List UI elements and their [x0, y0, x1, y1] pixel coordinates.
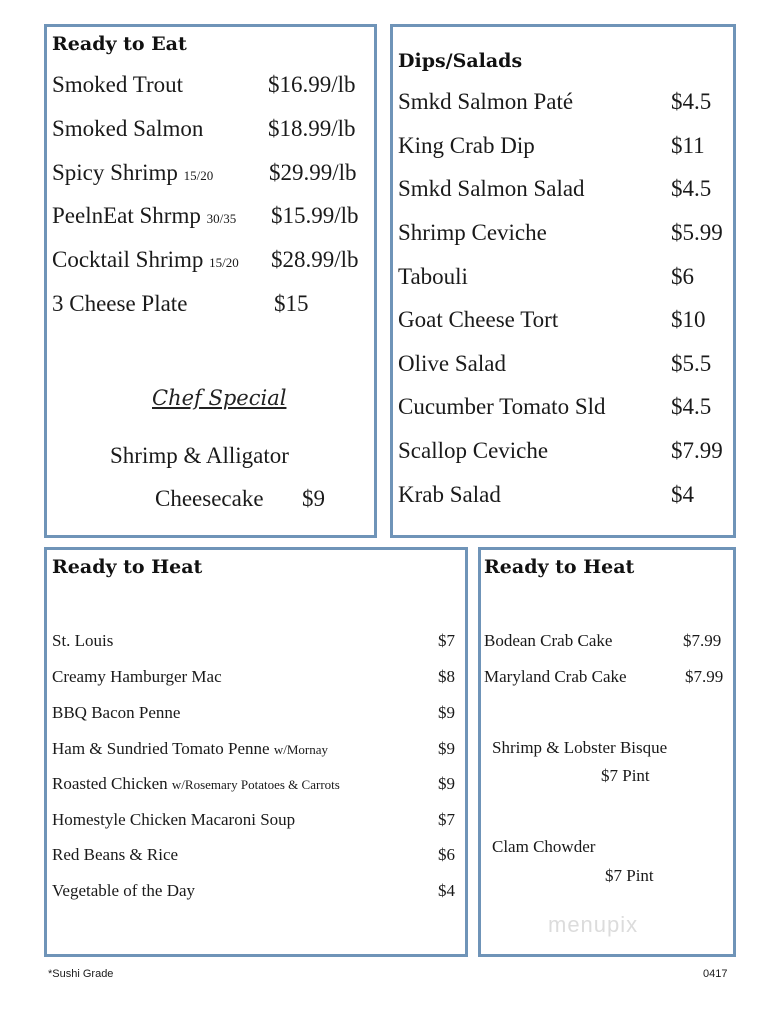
chef-special-line2: Cheesecake — [155, 486, 264, 511]
menu-item-price: $4 — [438, 881, 455, 900]
menu-item-price: $7.99 — [683, 631, 722, 650]
item-size-note: 30/35 — [206, 211, 237, 226]
menu-item-name: Homestyle Chicken Macaroni Soup — [52, 810, 296, 829]
footer-note: *Sushi Grade — [48, 968, 114, 980]
menu-item-name: PeelnEat Shrmp 30/35 — [52, 203, 237, 228]
menu-item-price: $4 — [671, 482, 694, 507]
menu-item-price: $15.99/lb — [271, 203, 359, 228]
chef-special-price: $9 — [302, 486, 325, 511]
chef-special-label: Chef Special — [152, 386, 287, 410]
dips-salads-heading: Dips/Salads — [398, 50, 523, 72]
menu-item-name: Smkd Salmon Paté — [398, 89, 574, 114]
chef-special-line1: Shrimp & Alligator — [110, 443, 289, 468]
bisque-price: $7 Pint — [601, 766, 650, 785]
menu-item-price: $18.99/lb — [268, 116, 356, 141]
menu-item-price: $6 — [671, 264, 694, 289]
menu-item-price: $7 — [438, 810, 455, 829]
ready-to-heat-heading-right: Ready to Heat — [484, 556, 635, 578]
menu-item-name: Bodean Crab Cake — [484, 631, 613, 650]
menu-item-name: Cucumber Tomato Sld — [398, 394, 606, 419]
menu-item-name: Smoked Trout — [52, 72, 184, 97]
menu-item-name: Scallop Ceviche — [398, 438, 549, 463]
menu-item-name: Ham & Sundried Tomato Penne w/Mornay — [52, 739, 329, 758]
menu-item-price: $8 — [438, 667, 455, 686]
item-side-note: w/Rosemary Potatoes & Carrots — [171, 777, 340, 792]
menu-item-name: Maryland Crab Cake — [484, 667, 627, 686]
menu-item-name: Vegetable of the Day — [52, 881, 196, 900]
menu-item-name: Creamy Hamburger Mac — [52, 667, 222, 686]
menu-item-price: $4.5 — [671, 89, 712, 114]
menu-item-price: $7.99 — [685, 667, 724, 686]
chowder-name: Clam Chowder — [492, 837, 596, 856]
menu-item-name: Spicy Shrimp 15/20 — [52, 160, 214, 185]
footer-code: 0417 — [703, 968, 728, 980]
menu-item-name: Roasted Chicken w/Rosemary Potatoes & Carrots — [52, 774, 340, 793]
item-side-note: w/Mornay — [273, 742, 329, 757]
menu-item-name: Krab Salad — [398, 482, 501, 507]
menu-item-name: Cocktail Shrimp 15/20 — [52, 247, 239, 272]
item-size-note: 15/20 — [183, 168, 214, 183]
chowder-price: $7 Pint — [605, 866, 654, 885]
menu-item-price: $6 — [438, 845, 455, 864]
menu-item-name: Red Beans & Rice — [52, 845, 179, 864]
menu-item-name: Olive Salad — [398, 351, 506, 376]
menu-item-price: $10 — [671, 307, 706, 332]
menu-item-price: $15 — [274, 291, 309, 316]
menu-item-price: $28.99/lb — [271, 247, 359, 272]
menu-item-price: $29.99/lb — [269, 160, 357, 185]
ready-to-eat-heading: Ready to Eat — [52, 33, 187, 55]
menu-item-price: $16.99/lb — [268, 72, 356, 97]
watermark-logo: menupix — [548, 912, 639, 937]
menu-item-price: $4.5 — [671, 176, 712, 201]
bisque-name: Shrimp & Lobster Bisque — [492, 738, 668, 757]
menu-item-price: $7 — [438, 631, 455, 650]
menu-item-name: Smkd Salmon Salad — [398, 176, 585, 201]
menu-item-price: $11 — [671, 133, 705, 158]
menu-item-name: 3 Cheese Plate — [52, 291, 188, 316]
menu-item-price: $4.5 — [671, 394, 712, 419]
item-size-note: 15/20 — [209, 255, 239, 270]
menu-item-name: King Crab Dip — [398, 133, 535, 158]
menu-item-price: $9 — [438, 739, 455, 758]
menu-item-name: St. Louis — [52, 631, 114, 650]
menu-item-price: $5.5 — [671, 351, 712, 376]
menu-item-name: Smoked Salmon — [52, 116, 204, 141]
menu-item-price: $5.99 — [671, 220, 723, 245]
menu-item-price: $9 — [438, 703, 455, 722]
ready-to-heat-heading-left: Ready to Heat — [52, 556, 203, 578]
menu-item-price: $7.99 — [671, 438, 723, 463]
menu-item-name: Goat Cheese Tort — [398, 307, 559, 332]
menu-item-name: BBQ Bacon Penne — [52, 703, 181, 722]
menu-item-name: Tabouli — [398, 264, 468, 289]
menu-item-price: $9 — [438, 774, 455, 793]
menu-item-name: Shrimp Ceviche — [398, 220, 547, 245]
